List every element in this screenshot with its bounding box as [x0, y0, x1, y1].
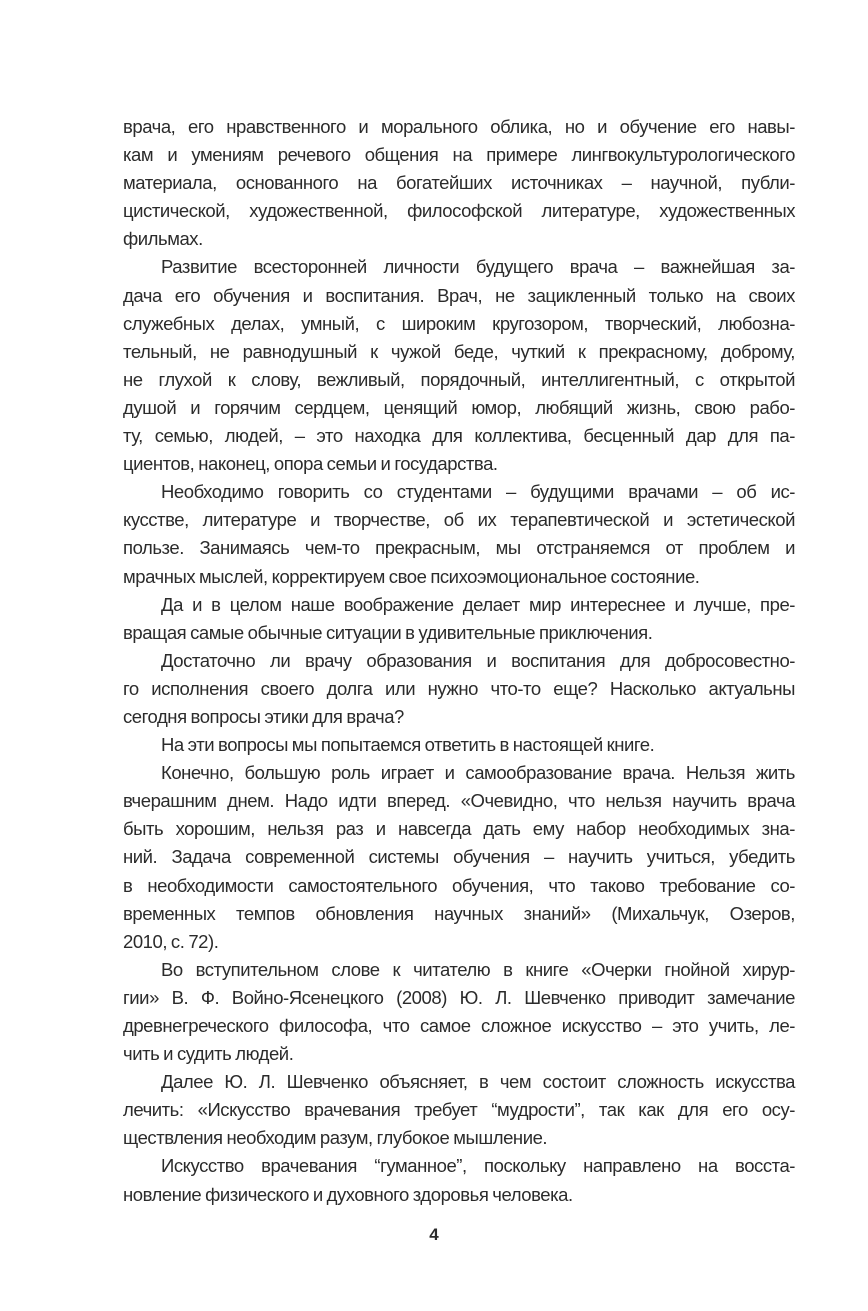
text-line: На эти вопросы мы попытаемся ответить в настоящей книге.	[161, 734, 655, 756]
text-line: древнегреческого философа, что самое сложное искусство – это учить, ле-	[123, 1015, 795, 1036]
text-line: сегодня вопросы этики для врача?	[123, 705, 404, 727]
text-line: цистической, художественной, философской литературе, художественных	[123, 200, 795, 222]
text-line: чить и судить людей.	[123, 1043, 294, 1065]
text-line: мрачных мыслей, корректируем свое психоэмоциональное состояние.	[123, 565, 700, 587]
text-line: 2010, с. 72).	[123, 930, 219, 952]
text-line: материала, основанного на богатейших источниках – научной, публи-	[123, 172, 795, 194]
text-line: врача, его нравственного и морального облика, но и обучение его навы-	[123, 116, 795, 137]
text-line: Необходимо говорить со студентами – будущими врачами – об ис-	[161, 481, 795, 503]
paragraph	[123, 591, 795, 647]
text-line: в необходимости самостоятельного обучения, что таково требование со-	[123, 874, 795, 896]
paragraph	[123, 647, 795, 731]
text-line: новление физического и духовного здоровья человека.	[123, 1183, 573, 1205]
body-text	[123, 0, 795, 1209]
page-number: 4	[429, 1224, 439, 1244]
text-line: служебных делах, умный, с широким кругозором, творческий, любозна-	[123, 312, 795, 334]
text-line: Конечно, большую роль играет и самообразование врача. Нельзя жить	[161, 762, 795, 784]
text-line: ществления необходим разум, глубокое мышление.	[123, 1127, 548, 1149]
text-line: временных темпов обновления научных знаний» (Михальчук, Озеров,	[123, 902, 795, 924]
text-line: вращая самые обычные ситуации в удивительные приключения.	[123, 621, 653, 643]
text-line: Достаточно ли врачу образования и воспитания для добросовестно-	[161, 649, 795, 671]
paragraph	[123, 956, 795, 1068]
text-line: го исполнения своего долга или нужно что-то еще? Насколько актуальны	[123, 677, 795, 699]
text-line: ний. Задача современной системы обучения – научить учиться, убедить	[123, 846, 795, 868]
text-line: кусстве, литературе и творчестве, об их терапевтической и эстетической	[123, 509, 795, 531]
paragraph	[123, 759, 795, 956]
text-line: тельный, не равнодушный к чужой беде, чуткий к прекрасному, доброму,	[123, 340, 795, 362]
text-line: не глухой к слову, вежливый, порядочный, интеллигентный, с открытой	[123, 368, 795, 390]
text-line: Развитие всесторонней личности будущего врача – важнейшая за-	[161, 256, 795, 278]
paragraph	[123, 1068, 795, 1152]
text-line: пользе. Занимаясь чем-то прекрасным, мы отстраняемся от проблем и	[123, 537, 795, 559]
text-line: быть хорошим, нельзя раз и навсегда дать ему набор необходимых зна-	[123, 818, 795, 840]
paragraph	[123, 478, 795, 590]
text-line: ту, семью, людей, – это находка для коллектива, бесценный дар для па-	[123, 425, 795, 447]
paragraph	[123, 113, 795, 253]
text-line: лечить: «Искусство врачевания требует “мудрости”, так как для его осу-	[123, 1099, 795, 1121]
text-line: Далее Ю. Л. Шевченко объясняет, в чем состоит сложность искусства	[161, 1071, 795, 1093]
text-line: кам и умениям речевого общения на примере лингвокультурологического	[123, 144, 795, 166]
text-line: фильмах.	[123, 228, 203, 250]
text-line: Искусство врачевания “гуманное”, поскольку направлено на восста-	[161, 1155, 795, 1177]
paragraph	[123, 253, 795, 478]
paragraph	[123, 731, 795, 759]
text-line: Да и в целом наше воображение делает мир интереснее и лучше, пре-	[161, 593, 795, 615]
text-line: вчерашним днем. Надо идти вперед. «Очевидно, что нельзя научить врача	[123, 790, 795, 812]
text-line: дача его обучения и воспитания. Врач, не зацикленный только на своих	[123, 284, 795, 306]
text-line: душой и горячим сердцем, ценящий юмор, любящий жизнь, свою рабо-	[123, 396, 795, 418]
text-line: циентов, наконец, опора семьи и государства.	[123, 453, 498, 475]
text-line: Во вступительном слове к читателю в книге «Очерки гнойной хирур-	[161, 958, 795, 980]
paragraph	[123, 1152, 795, 1208]
text-line: гии» В. Ф. Войно-Ясенецкого (2008) Ю. Л. Шевченко приводит замечание	[123, 986, 795, 1008]
